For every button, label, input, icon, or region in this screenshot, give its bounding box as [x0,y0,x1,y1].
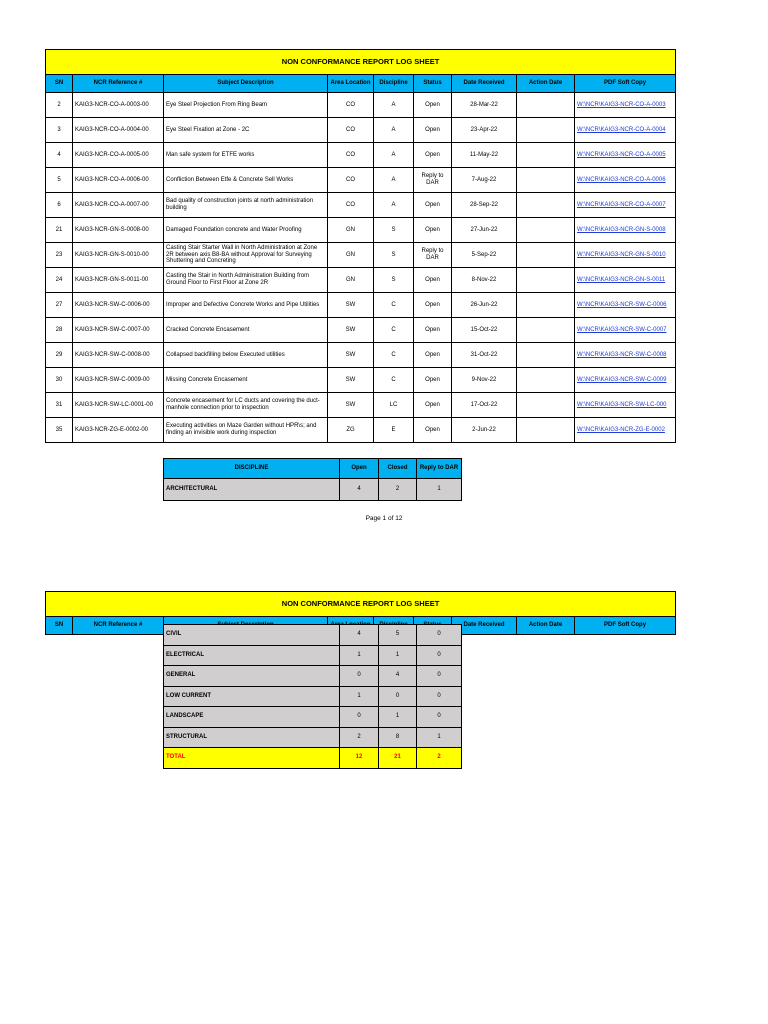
sn-cell: 35 [46,418,73,443]
date-received-cell: 15-Oct-22 [452,318,517,343]
ncr-reference-cell: KAIG3-NCR-ZG-E-0002-00 [73,418,164,443]
summary-open-cell: 2 [340,727,379,748]
date-received-cell: 27-Jun-22 [452,218,517,243]
action-date-cell [517,193,575,218]
pdf-link[interactable]: W:\NCR\KAIG3-NCR-SW-C-0008 [575,343,676,368]
summary-open-cell: 0 [340,707,379,728]
summary-open-cell: 4 [340,625,379,646]
pdf-link[interactable]: W:\NCR\KAIG3-NCR-GN-S-0010 [575,243,676,268]
pdf-link[interactable]: W:\NCR\KAIG3-NCR-GN-S-0011 [575,268,676,293]
ncr-reference-cell: KAIG3-NCR-CO-A-0005-00 [73,143,164,168]
action-date-cell [517,318,575,343]
sn-cell: 3 [46,118,73,143]
summary-discipline-cell: LOW CURRENT [164,686,340,707]
table-row [46,168,676,193]
sn-cell: 21 [46,218,73,243]
date-received-cell: 28-Sep-22 [452,193,517,218]
subject-cell: Casting Stair Starter Wall in North Administration at Zone 2R between axis B8-BA without Approval for Surveying Shuttering and Concreting [164,243,328,268]
pdf-link[interactable]: W:\NCR\KAIG3-NCR-CO-A-0003 [575,93,676,118]
sn-cell: 4 [46,143,73,168]
status-cell: Open [414,93,452,118]
sn-cell: 28 [46,318,73,343]
summary-open-cell: 12 [340,748,379,769]
action-date-cell [517,393,575,418]
ncr-reference-cell: KAIG3-NCR-GN-S-0011-00 [73,268,164,293]
table-row [46,268,676,293]
summary-closed-cell: 1 [379,645,417,666]
discipline-cell: E [374,418,414,443]
status-cell: Open [414,268,452,293]
column-header-row [46,75,676,93]
discipline-cell: LC [374,393,414,418]
area-cell: SW [328,368,374,393]
ncr-reference-cell: KAIG3-NCR-CO-A-0007-00 [73,193,164,218]
discipline-cell: A [374,143,414,168]
summary-discipline-cell: ARCHITECTURAL [164,479,340,501]
pdf-link[interactable]: W:\NCR\KAIG3-NCR-GN-S-0008 [575,218,676,243]
subject-cell: Concrete encasement for LC ducts and covering the duct-manhole connection prior to inspection [164,393,328,418]
summary-closed-cell: 1 [379,707,417,728]
area-cell: CO [328,143,374,168]
pdf-link[interactable]: W:\NCR\KAIG3-NCR-ZG-E-0002 [575,418,676,443]
column-header: NCR Reference # [73,617,164,635]
table-row [46,143,676,168]
status-cell: Open [414,118,452,143]
column-header: Subject Description [164,75,328,93]
summary-reply-cell: 0 [417,686,462,707]
status-cell: Reply to DAR [414,243,452,268]
table-row [46,418,676,443]
sn-cell: 2 [46,93,73,118]
discipline-cell: A [374,193,414,218]
pdf-link[interactable]: W:\NCR\KAIG3-NCR-SW-C-0006 [575,293,676,318]
pdf-link[interactable]: W:\NCR\KAIG3-NCR-CO-A-0006 [575,168,676,193]
discipline-cell: A [374,168,414,193]
date-received-cell: 23-Apr-22 [452,118,517,143]
column-header: SN [46,75,73,93]
status-cell: Reply to DAR [414,168,452,193]
discipline-cell: A [374,118,414,143]
date-received-cell: 8-Nov-22 [452,268,517,293]
summary-closed-cell: 0 [379,686,417,707]
report-title: NON CONFORMANCE REPORT LOG SHEET [46,50,676,75]
area-cell: ZG [328,418,374,443]
summary-column-header: Reply to DAR [417,459,462,479]
date-received-cell: 17-Oct-22 [452,393,517,418]
column-header: SN [46,617,73,635]
column-header: NCR Reference # [73,75,164,93]
table-row [46,243,676,268]
ncr-reference-cell: KAIG3-NCR-SW-C-0006-00 [73,293,164,318]
action-date-cell [517,343,575,368]
summary-reply-cell: 1 [417,479,462,501]
summary-row [164,727,462,748]
summary-discipline-cell: GENERAL [164,666,340,687]
discipline-cell: A [374,93,414,118]
column-header: Discipline [374,75,414,93]
summary-row [164,666,462,687]
sn-cell: 24 [46,268,73,293]
summary-reply-cell: 0 [417,645,462,666]
table-row [46,368,676,393]
ncr-reference-cell: KAIG3-NCR-GN-S-0010-00 [73,243,164,268]
subject-cell: Executing activities on Maze Garden without HPR\s; and finding an invisible work during inspection [164,418,328,443]
date-received-cell: 28-Mar-22 [452,93,517,118]
sn-cell: 23 [46,243,73,268]
summary-closed-cell: 4 [379,666,417,687]
summary-reply-cell: 0 [417,666,462,687]
ncr-reference-cell: KAIG3-NCR-SW-C-0007-00 [73,318,164,343]
column-header: Action Date [517,75,575,93]
summary-open-cell: 0 [340,666,379,687]
summary-reply-cell: 2 [417,748,462,769]
ncr-reference-cell: KAIG3-NCR-CO-A-0004-00 [73,118,164,143]
column-header: Date Received [452,617,517,635]
table-row [46,343,676,368]
ncr-reference-cell: KAIG3-NCR-SW-C-0008-00 [73,343,164,368]
date-received-cell: 5-Sep-22 [452,243,517,268]
status-cell: Open [414,218,452,243]
discipline-cell: C [374,318,414,343]
summary-closed-cell: 5 [379,625,417,646]
area-cell: CO [328,118,374,143]
subject-cell: Improper and Defective Concrete Works and Pipe Utilities [164,293,328,318]
pdf-link[interactable]: W:\NCR\KAIG3-NCR-CO-A-0005 [575,143,676,168]
pdf-link[interactable]: W:\NCR\KAIG3-NCR-SW-LC-000 [575,393,676,418]
action-date-cell [517,243,575,268]
action-date-cell [517,293,575,318]
subject-cell: Missing Concrete Encasement [164,368,328,393]
summary-discipline-cell: ELECTRICAL [164,645,340,666]
status-cell: Open [414,393,452,418]
summary-open-cell: 4 [340,479,379,501]
column-header: Area Location [328,75,374,93]
date-received-cell: 2-Jun-22 [452,418,517,443]
report-title-page-2: NON CONFORMANCE REPORT LOG SHEET [46,592,676,617]
table-row [46,193,676,218]
discipline-cell: C [374,343,414,368]
status-cell: Open [414,143,452,168]
action-date-cell [517,168,575,193]
status-cell: Open [414,418,452,443]
status-cell: Open [414,318,452,343]
sn-cell: 5 [46,168,73,193]
action-date-cell [517,418,575,443]
action-date-cell [517,118,575,143]
sn-cell: 30 [46,368,73,393]
sn-cell: 31 [46,393,73,418]
date-received-cell: 7-Aug-22 [452,168,517,193]
summary-open-cell: 1 [340,686,379,707]
discipline-summary-table-page-2 [163,624,462,769]
status-cell: Open [414,343,452,368]
area-cell: CO [328,193,374,218]
summary-column-header: Closed [379,459,417,479]
ncr-reference-cell: KAIG3-NCR-GN-S-0008-00 [73,218,164,243]
discipline-cell: S [374,268,414,293]
action-date-cell [517,143,575,168]
area-cell: SW [328,393,374,418]
ncr-reference-cell: KAIG3-NCR-SW-C-0009-00 [73,368,164,393]
status-cell: Open [414,368,452,393]
summary-closed-cell: 2 [379,479,417,501]
subject-cell: Man safe system for ETFE works [164,143,328,168]
ncr-reference-cell: KAIG3-NCR-CO-A-0003-00 [73,93,164,118]
discipline-cell: C [374,368,414,393]
summary-closed-cell: 21 [379,748,417,769]
status-cell: Open [414,293,452,318]
summary-discipline-cell: TOTAL [164,748,340,769]
area-cell: SW [328,293,374,318]
pdf-link[interactable]: W:\NCR\KAIG3-NCR-CO-A-0004 [575,118,676,143]
summary-row [164,645,462,666]
pdf-link[interactable]: W:\NCR\KAIG3-NCR-SW-C-0009 [575,368,676,393]
status-cell: Open [414,193,452,218]
discipline-cell: S [374,243,414,268]
table-row [46,393,676,418]
summary-row [164,625,462,646]
column-header: PDF Soft Copy [575,617,676,635]
table-row [46,318,676,343]
table-row [46,293,676,318]
area-cell: SW [328,318,374,343]
action-date-cell [517,93,575,118]
date-received-cell: 31-Oct-22 [452,343,517,368]
summary-closed-cell: 8 [379,727,417,748]
sn-cell: 27 [46,293,73,318]
discipline-cell: C [374,293,414,318]
ncr-log-table [45,49,676,443]
action-date-cell [517,268,575,293]
summary-row [164,707,462,728]
column-header: Status [414,75,452,93]
area-cell: CO [328,168,374,193]
subject-cell: Cracked Concrete Encasement [164,318,328,343]
summary-reply-cell: 1 [417,727,462,748]
area-cell: GN [328,243,374,268]
summary-discipline-cell: STRUCTURAL [164,727,340,748]
date-received-cell: 9-Nov-22 [452,368,517,393]
action-date-cell [517,368,575,393]
area-cell: GN [328,268,374,293]
pdf-link[interactable]: W:\NCR\KAIG3-NCR-CO-A-0007 [575,193,676,218]
summary-header-row [164,459,462,479]
subject-cell: Confliction Between Etfe & Concrete Sell Works [164,168,328,193]
summary-column-header: Open [340,459,379,479]
column-header: Action Date [517,617,575,635]
summary-open-cell: 1 [340,645,379,666]
column-header: Date Received [452,75,517,93]
page-number: Page 1 of 12 [365,515,403,522]
table-row [46,218,676,243]
summary-row [164,479,462,501]
sn-cell: 6 [46,193,73,218]
area-cell: CO [328,93,374,118]
subject-cell: Bad quality of construction joints at north administration building [164,193,328,218]
column-header: PDF Soft Copy [575,75,676,93]
subject-cell: Collapsed backfilling below Executed utilities [164,343,328,368]
summary-reply-cell: 0 [417,625,462,646]
subject-cell: Eye Steel Fixation at Zone - 2C [164,118,328,143]
area-cell: GN [328,218,374,243]
date-received-cell: 26-Jun-22 [452,293,517,318]
pdf-link[interactable]: W:\NCR\KAIG3-NCR-SW-C-0007 [575,318,676,343]
ncr-reference-cell: KAIG3-NCR-CO-A-0006-00 [73,168,164,193]
subject-cell: Damaged Foundation concrete and Water Proofing [164,218,328,243]
table-row [46,93,676,118]
area-cell: SW [328,343,374,368]
discipline-cell: S [374,218,414,243]
summary-reply-cell: 0 [417,707,462,728]
date-received-cell: 11-May-22 [452,143,517,168]
subject-cell: Casting the Stair in North Administration Building from Ground Floor to First Floor at Zone 2R [164,268,328,293]
summary-discipline-cell: LANDSCAPE [164,707,340,728]
action-date-cell [517,218,575,243]
summary-row [164,686,462,707]
table-row [46,118,676,143]
summary-total-row [164,748,462,769]
summary-column-header: DISCIPLINE [164,459,340,479]
sn-cell: 29 [46,343,73,368]
ncr-reference-cell: KAIG3-NCR-SW-LC-0001-00 [73,393,164,418]
summary-discipline-cell: CIVIL [164,625,340,646]
subject-cell: Eye Steel Projection From Ring Beam [164,93,328,118]
discipline-summary-table [163,458,462,501]
